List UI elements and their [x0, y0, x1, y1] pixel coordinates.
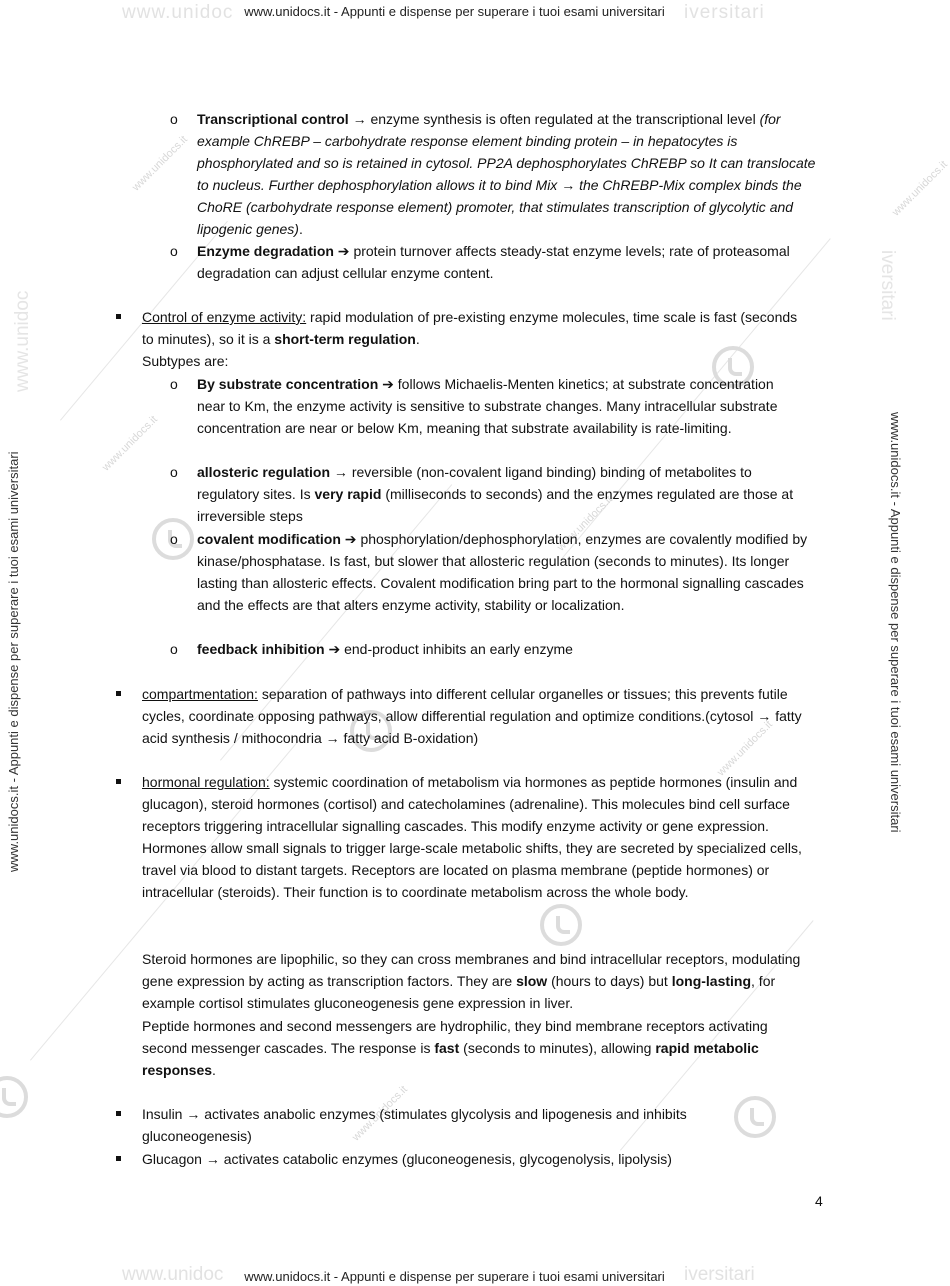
peptide-bold-fast: fast [434, 1040, 460, 1056]
steroid-text-3: , for example cortisol stimulates gluconeogenesis gene expression in liver. [142, 973, 776, 1011]
covalent-title: covalent modification [197, 531, 341, 547]
compartmentation-item [142, 683, 827, 749]
covalent-item [197, 528, 809, 616]
allosteric-text-end: (milliseconds to seconds) and the enzymes regulated are those at irreversible steps [197, 486, 794, 524]
right-side-ghost: iversitari [877, 250, 898, 321]
insulin-item: Insulin → activates anabolic enzymes (stimulates glycolysis and lipogenesis and inhibits gluconeogenesis) [142, 1106, 687, 1144]
allosteric-title: allosteric regulation [197, 464, 331, 480]
enzyme-activity-item [142, 306, 812, 372]
feedback-item [197, 638, 797, 660]
covalent-text: phosphorylation/dephosphorylation, enzymes are covalently modified by kinase/phosphatase. Is fast, but slower that allosteric regulation (seconds to minutes). Its longer lasting than allosteric effects. Covalent modification bring part to the hormonal signalling cascades and the effects are that alters enzyme activity, stability or localization. [197, 531, 808, 613]
sub-bullet: o [170, 464, 178, 480]
square-bullet [116, 779, 121, 784]
sub-bullet: o [170, 641, 178, 657]
feedback-text: end-product inhibits an early enzyme [344, 641, 573, 657]
watermark-diag-text: www.unidocs.it [890, 158, 950, 219]
peptide-bold-rapid: rapid metabolic responses [142, 1040, 759, 1078]
transcriptional-control-item [197, 108, 817, 240]
transcriptional-example: (for example ChREBP – carbohydrate response element binding protein – in hepatocytes is phosphorylated and so is retained in cytosol. PP2A dephosphorylates ChREBP so It can translocate to nucleus. Further dephosphorylation allows it to bind Mix → the ChREBP-Mix complex binds the ChoRE (carbohydrate response element) promoter, that stimulates transcription of glycolytic and lipogenic genes) [197, 111, 816, 237]
footer-ghost-left: www.unidoc [122, 1264, 224, 1285]
allosteric-item [197, 461, 812, 527]
header-ghost-right: iversitari [684, 2, 765, 23]
compartment-title: compartmentation: [142, 686, 258, 702]
peptide-paragraph [142, 1015, 812, 1081]
period: . [415, 331, 420, 347]
watermark-diag-text: www.unidocs.it [715, 718, 775, 779]
arrow: ➔ [378, 376, 398, 392]
peptide-text: Peptide hormones and second messengers are hydrophilic, they bind membrane receptors activating second messenger cascades. The response is [142, 1018, 768, 1056]
left-side-ghost: www.unidoc [12, 290, 33, 392]
header-ghost-left: www.unidoc [122, 2, 234, 23]
watermark-diag-text: www.unidocs.it [100, 413, 160, 474]
watermark-logo-icon [540, 904, 582, 946]
substrate-text: follows Michaelis-Menten kinetics; at substrate concentration near to Km, the enzyme activity is sensitive to substrate changes. Many intracellular substrate concentration are near or below Km, meaning that substrate availability is rate-limiting. [197, 376, 778, 436]
page-number: 4 [815, 1193, 823, 1209]
substrate-title: By substrate concentration [197, 376, 379, 392]
glucagon-item: Glucagon → activates catabolic enzymes (gluconeogenesis, glycogenolysis, lipolysis) [142, 1151, 672, 1167]
arrow: ➔ [340, 531, 361, 547]
activity-title: Control of enzyme activity: [142, 309, 307, 325]
square-bullet [116, 314, 121, 319]
steroid-bold-lasting: long-lasting [671, 973, 752, 989]
allosteric-text: reversible (non-covalent ligand binding) binding of metabolites to regulatory sites. Is [197, 464, 752, 502]
square-bullet [116, 1156, 121, 1161]
transcriptional-title: Transcriptional control [197, 111, 349, 127]
feedback-title: feedback inhibition [197, 641, 325, 657]
sub-bullet: o [170, 376, 178, 392]
steroid-bold-slow: slow [516, 973, 548, 989]
hormonal-text: systemic coordination of metabolism via hormones as peptide hormones (insulin and glucagon), steroid hormones (cortisol) and catecholamines (adrenaline). This molecules bind cell surface receptors triggering intracellular signalling cascades. This modify enzyme activity or gene expression. Hormones allow small signals to trigger large-scale metabolic shifts, they are secreted by specialized cells, travel via blood to distant targets. Receptors are located on plasma membrane (peptide hormones) or intracellular (steroids). Their function is to coordinate metabolism across the whole body. [142, 774, 802, 900]
degradation-text: protein turnover affects steady-stat enzyme levels; rate of proteasomal degradation can adjust cellular enzyme content. [197, 243, 790, 281]
watermark-logo-icon [0, 1076, 28, 1118]
watermark-diag-text: www.unidocs.it [555, 493, 615, 554]
period: . [298, 221, 303, 237]
activity-bold: short-term regulation [274, 331, 416, 347]
substrate-item [197, 373, 797, 439]
square-bullet [116, 1111, 121, 1116]
peptide-text-3: . [212, 1062, 216, 1078]
activity-text: rapid modulation of pre-existing enzyme molecules, time scale is fast (seconds to minutes), so it is a [142, 309, 798, 347]
hormonal-title: hormonal regulation: [142, 774, 270, 790]
steroid-paragraph [142, 948, 812, 1014]
arrow: ➔ [333, 243, 354, 259]
header-watermark: www.unidocs.it - Appunti e dispense per superare i tuoi esami universitari [244, 4, 665, 19]
left-side-watermark: www.unidocs.it - Appunti e dispense per superare i tuoi esami universitari [6, 451, 21, 872]
arrow: ➔ [324, 641, 345, 657]
right-side-watermark: www.unidocs.it - Appunti e dispense per superare i tuoi esami universitari [888, 412, 903, 833]
footer-watermark: www.unidocs.it - Appunti e dispense per superare i tuoi esami universitari [244, 1269, 665, 1284]
watermark-diag-text: www.unidocs.it [350, 1083, 410, 1144]
arrow: → [330, 464, 352, 480]
hormonal-regulation-item [142, 771, 827, 903]
subtypes-label: Subtypes are: [142, 353, 229, 369]
watermark-diag-text: www.unidocs.it [130, 133, 190, 194]
peptide-text-2: (seconds to minutes), allowing [459, 1040, 656, 1056]
sub-bullet: o [170, 531, 178, 547]
degradation-title: Enzyme degradation [197, 243, 334, 259]
sub-bullet: o [170, 243, 178, 259]
steroid-text-2: (hours to days) but [547, 973, 672, 989]
arrow: → [348, 111, 371, 127]
compartment-text: separation of pathways into different cellular organelles or tissues; this prevents futile cycles, coordinate opposing pathways, allow differential regulation and optimize conditions.(cytosol → fatty acid synthesis / mithocondria → fatty acid B-oxidation) [142, 686, 802, 746]
sub-bullet: o [170, 111, 178, 127]
transcriptional-text: enzyme synthesis is often regulated at the transcriptional level [370, 111, 756, 127]
allosteric-bold: very rapid [314, 486, 382, 502]
footer-ghost-right: iversitari [684, 1264, 755, 1285]
square-bullet [116, 691, 121, 696]
steroid-text: Steroid hormones are lipophilic, so they can cross membranes and bind intracellular receptors, modulating gene expression by acting as transcription factors. They are [142, 951, 801, 989]
enzyme-degradation-item [197, 240, 797, 284]
